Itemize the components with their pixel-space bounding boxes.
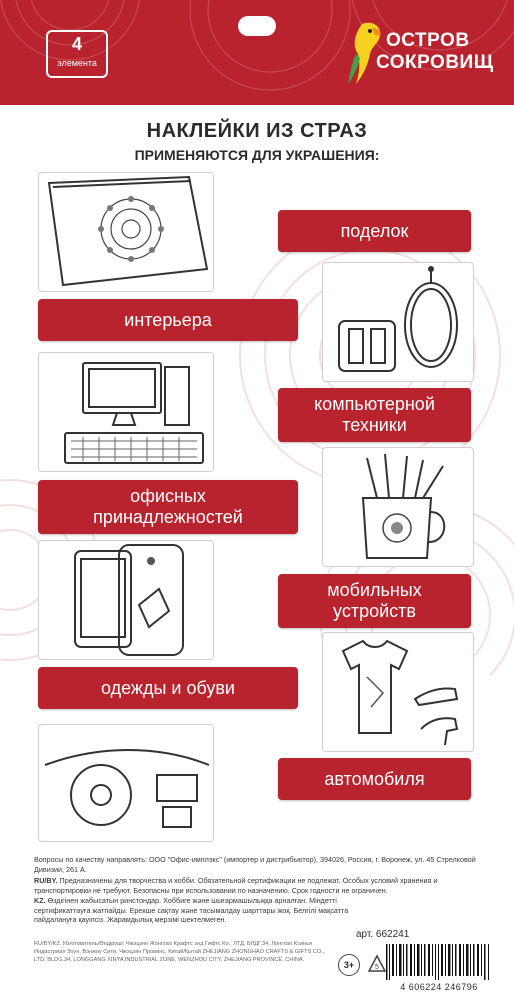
- computer-illustration: [38, 352, 214, 472]
- legal-text-contacts: Вопросы по качеству направлять: ООО "Офис-имплэкс" (импортер и дистрибьютор), 394026, Россия, г. Воронеж, ул. 45 Стрелковой Дивизии, 261 А.: [34, 855, 476, 874]
- label-car-text: автомобиля: [324, 768, 425, 789]
- badge-number: 4: [71, 34, 82, 54]
- clothing-illustration: [322, 632, 474, 752]
- svg-text:5: 5: [375, 964, 379, 971]
- label-crafts-text: поделок: [340, 220, 409, 241]
- lang-kz: KZ.: [34, 896, 46, 905]
- legal-text-ru: [34, 876, 480, 895]
- car-dashboard-icon: [39, 725, 215, 843]
- lang-ru-by: RU/BY.: [34, 876, 58, 885]
- brand-line2: СОКРОВИЩ: [376, 52, 494, 73]
- label-office: [38, 480, 298, 534]
- label-mobile: [278, 574, 471, 628]
- page-title: НАКЛЕЙКИ ИЗ СТРАЗ: [146, 120, 368, 142]
- label-computer-line1: компьютерной: [314, 394, 435, 414]
- label-car: [278, 758, 471, 800]
- label-mobile-line1: мобильных: [327, 580, 422, 600]
- barcode: [384, 944, 494, 992]
- label-office-line1: офисных: [130, 486, 206, 506]
- label-computer: [278, 388, 471, 442]
- label-clothing-text: одежды и обуви: [100, 677, 235, 698]
- hang-hole: [238, 16, 276, 36]
- legal-text-ru-body: Предназначены для творчества и хобби. Обязательной сертификации не подлежат. Особых условий хранения и транспортировки не требуют. Безопасны при использовании по назначению. Срок годности не ограничен.: [34, 876, 438, 895]
- phone-icon: [39, 541, 215, 661]
- badge-label: элемента: [57, 58, 97, 68]
- car-illustration: [38, 724, 214, 842]
- age-rating-badge: 3+: [338, 954, 360, 976]
- header-banner: [0, 0, 514, 105]
- computer-icon: [39, 353, 215, 473]
- crafts-illustration: [38, 172, 214, 292]
- pencil-cup-icon: [323, 448, 475, 568]
- element-count-badge: [46, 30, 108, 78]
- notebook-icon: [39, 173, 215, 293]
- label-office-line2: принадлежностей: [93, 507, 243, 527]
- label-computer-line2: техники: [342, 415, 407, 435]
- legal-text-manufacturer: RU/BY/KZ. Изготовитель/Өндіруші: Чжэцзян Жонгхао Крафтс энд Гифтс Ко., ЛТД, БЛДГ.34, Лонгхао Ксинья Индастриал Зоун, Вэнжоу Сити, Чжэцзян Провинс, Китай/Қытай ZHEJIANG ZHONGHAO CRAFTS & GIFTS CO., LTD, BLDG.34, LONGGANG XINYA INDUSTRIAL ZONE, WENZHOU CITY, ZHEJIANG PROVINCE, CHINA.: [34, 941, 325, 963]
- article-number: арт. 662241: [356, 929, 410, 940]
- label-interior-text: интерьера: [124, 309, 212, 330]
- page-subtitle: ПРИМЕНЯЮТСЯ ДЛЯ УКРАШЕНИЯ:: [134, 147, 380, 163]
- tshirt-shoes-icon: [323, 633, 475, 753]
- legal-text-kz: [34, 896, 350, 925]
- legal-text-kz-body: Өздігінен жабысатын ринстондар. Хоббиге және шығармашылыққа арналған. Міндетті сертификаттауға жатпайды. Ерекше сақтау және тасымалдау шарттары жоқ. Белгілі мақсатта пайдалануға қауіпсіз. Жарамдылық мерзімі шектелмеген.: [34, 896, 349, 924]
- label-clothing: [38, 667, 298, 709]
- brand-logo: [342, 18, 492, 88]
- office-illustration: [322, 447, 474, 567]
- mobile-illustration: [38, 540, 214, 660]
- brand-line1: ОСТРОВ: [386, 30, 470, 51]
- mirror-icon: [323, 263, 475, 383]
- label-mobile-line2: устройств: [333, 601, 416, 621]
- interior-illustration: [322, 262, 474, 382]
- label-interior: [38, 299, 298, 341]
- barcode-number: 4 606224 246796: [400, 982, 478, 992]
- label-crafts: [278, 210, 471, 252]
- barcode-bars: [384, 944, 494, 980]
